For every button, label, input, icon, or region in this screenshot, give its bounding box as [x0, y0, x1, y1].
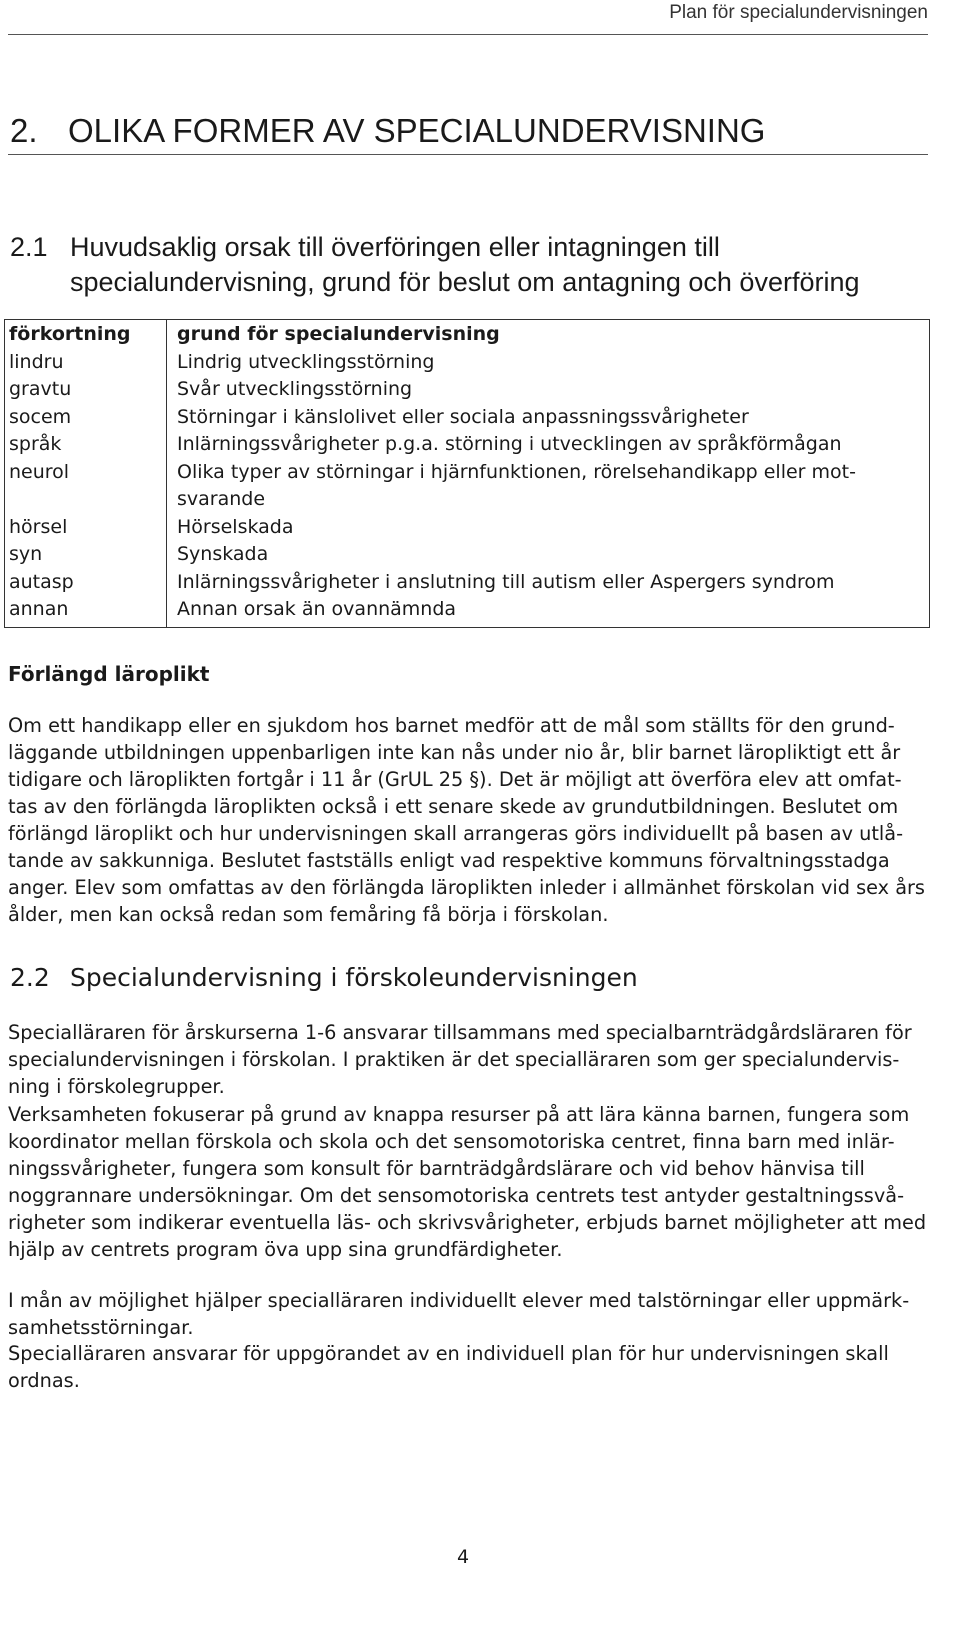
table-cell-abbreviation: autasp	[5, 569, 167, 597]
table-row	[5, 541, 930, 569]
table-cell-abbreviation: språk	[5, 431, 167, 459]
section-2-2-title: Specialundervisning i förskoleundervisningen	[70, 963, 638, 992]
table-cell-reason: Synskada	[167, 541, 930, 569]
table-cell-reason: Störningar i känslolivet eller sociala anpassningssvårigheter	[167, 404, 930, 432]
section-2-1-heading	[8, 230, 928, 300]
table-cell-reason: Lindrig utvecklingsstörning	[167, 349, 930, 377]
table-header-reason: grund för specialundervisning	[167, 320, 930, 349]
table-cell-abbreviation: hörsel	[5, 514, 167, 542]
table-cell-abbreviation: lindru	[5, 349, 167, 377]
section-2-2-paragraph-2: Verksamheten fokuserar på grund av knappa resurser på att lära känna barnen, fungera som koordinator mellan förskola och skola och det sensomotoriska centret, finna barn med inlär-ningssvårigheter, fungera som konsult för barnträdgårdslärare och vid behov hänvisa till noggrannare undersökningar. Om det sensomotoriska centrets test antyder gestaltningssvå-righeter som indikerar eventuella läs- och skrivsvårigheter, erbjuds barnet möjligheter att med hjälp av centrets program öva upp sina grundfärdigheter.	[8, 1103, 927, 1261]
section-2-2-paragraph-3: I mån av möjlighet hjälper specialläraren individuellt elever med talstörningar eller uppmärk-samhetsstörningar.	[8, 1289, 910, 1339]
chapter-heading	[8, 112, 928, 155]
table-row	[5, 459, 930, 514]
table-row	[5, 404, 930, 432]
table-row	[5, 349, 930, 377]
table-header-abbreviation: förkortning	[5, 320, 167, 349]
forlangd-laroplikt-heading: Förlängd läroplikt	[8, 662, 210, 686]
table-cell-reason: Inlärningssvårigheter p.g.a. störning i utvecklingen av språkförmågan	[167, 431, 930, 459]
abbreviation-table	[4, 319, 930, 628]
table-row	[5, 514, 930, 542]
chapter-title: OLIKA FORMER AV SPECIALUNDERVISNING	[68, 112, 766, 149]
table-cell-reason: Hörselskada	[167, 514, 930, 542]
section-2-2-number: 2.2	[10, 963, 50, 992]
page-header	[8, 0, 928, 35]
table-header-row	[5, 320, 930, 349]
table-cell-abbreviation: syn	[5, 541, 167, 569]
section-2-2-paragraph-1: Specialläraren för årskurserna 1-6 ansvarar tillsammans med specialbarnträdgårdsläraren för specialundervisningen i förskolan. I praktiken är det specialläraren som ger specialundervis-ning i förskolegrupper.	[8, 1021, 912, 1098]
section-2-2-paragraph-4: Specialläraren ansvarar för uppgörandet av en individuell plan för hur undervisningen skall ordnas.	[8, 1342, 889, 1392]
table-cell-reason: Olika typer av störningar i hjärnfunktionen, rörelsehandikapp eller mot-svarande	[167, 459, 930, 514]
table-cell-abbreviation: annan	[5, 596, 167, 627]
table-cell-reason: Inlärningssvårigheter i anslutning till autism eller Aspergers syndrom	[167, 569, 930, 597]
header-title: Plan för specialundervisningen	[669, 2, 928, 23]
table-row	[5, 596, 930, 627]
table-row	[5, 376, 930, 404]
section-2-2-heading	[8, 960, 928, 995]
table-cell-reason: Svår utvecklingsstörning	[167, 376, 930, 404]
page-number: 4	[456, 1546, 470, 1568]
section-2-1-title: Huvudsaklig orsak till överföringen eller intagningen till specialundervisning, grund för beslut om antagning och överföring	[70, 232, 860, 297]
section-2-1-number: 2.1	[10, 232, 48, 262]
table-cell-reason: Annan orsak än ovannämnda	[167, 596, 930, 627]
table-cell-abbreviation: gravtu	[5, 376, 167, 404]
table-row	[5, 569, 930, 597]
table-cell-abbreviation: neurol	[5, 459, 167, 514]
table-row	[5, 431, 930, 459]
table-cell-abbreviation: socem	[5, 404, 167, 432]
chapter-number: 2.	[10, 112, 38, 149]
forlangd-laroplikt-paragraph: Om ett handikapp eller en sjukdom hos barnet medför att de mål som ställts för den grund-läggande utbildningen uppenbarligen inte kan nås under nio år, blir barnet läropliktigt ett år tidigare och läroplikten fortgår i 11 år (GrUL 25 §). Det är möjligt att överföra elev att omfat-tas av den förlängda läroplikten också i ett senare skede av grundutbildningen. Beslutet om förlängd läroplikt och hur undervisningen skall arrangeras görs individuellt på basen av utlå-tande av sakkunniga. Beslutet fastställs enligt vad respektive kommuns förvaltningsstadga anger. Elev som omfattas av den förlängda läroplikten inleder i allmänhet förskolan vid sex års ålder, men kan också redan som femåring få börja i förskolan.	[8, 714, 925, 926]
